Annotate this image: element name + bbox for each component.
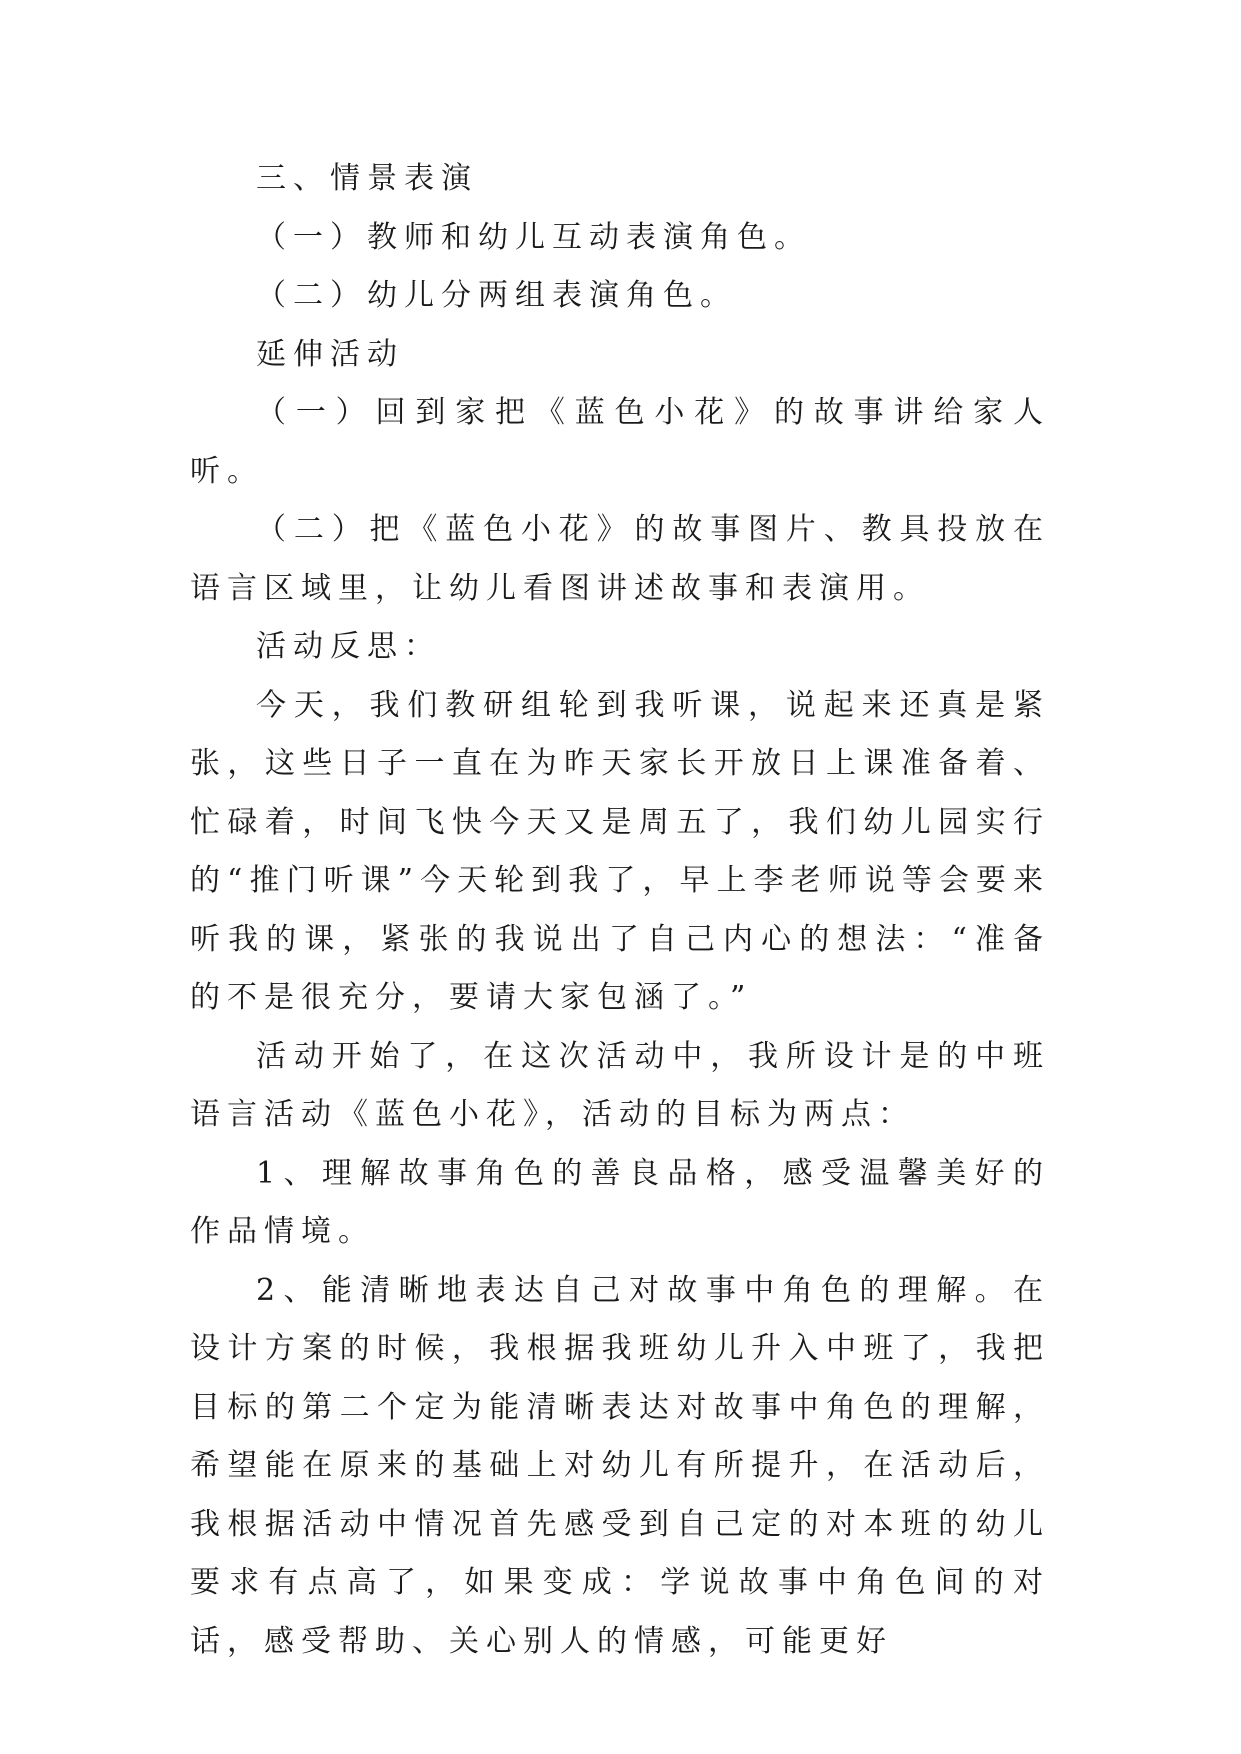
paragraph-extension-activity: 延伸活动 xyxy=(256,336,404,372)
document-page xyxy=(190,150,1050,1671)
paragraph-reflection-intro: 今天，我们教研组轮到我听课，说起来还真是紧张，这些日子一直在为昨天家长开放日上课准备着、忙碌着，时间飞快今天又是周五了，我们幼儿园实行的“推门听课”今天轮到我了，早上李老师说等会要来听我的课，紧张的我说出了自己内心的想法：“准备的不是很充分，要请大家包涵了。” xyxy=(190,687,1050,1015)
paragraph-teacher-child-roleplay: （一）教师和幼儿互动表演角色。 xyxy=(256,219,811,255)
paragraph-group-roleplay: （二）幼儿分两组表演角色。 xyxy=(256,278,737,313)
paragraph-goal-two: 2、能清晰地表达自己对故事中角色的理解。在设计方案的时候，我根据我班幼儿升入中班了，我把目标的第二个定为能清晰表达对故事中角色的理解，希望能在原来的基础上对幼儿有所提升，在活动后，我根据活动中情况首先感受到自己定的对本班的幼儿要求有点高了，如果变成：学说故事中角色间的对话，感受帮助、关心别人的情感，可能更好 xyxy=(190,1272,1050,1659)
paragraph-situational-performance: 三、情景表演 xyxy=(256,161,478,196)
paragraph-language-area: （二）把《蓝色小花》的故事图片、教具投放在语言区域里，让幼儿看图讲述故事和表演用。 xyxy=(190,512,1050,606)
paragraph-tell-family: （一）回到家把《蓝色小花》的故事讲给家人听。 xyxy=(190,395,1050,489)
paragraph-reflection-heading: 活动反思： xyxy=(256,629,441,664)
paragraph-goal-one: 1、理解故事角色的善良品格，感受温馨美好的作品情境。 xyxy=(190,1155,1050,1249)
paragraph-activity-start: 活动开始了，在这次活动中，我所设计是的中班语言活动《蓝色小花》，活动的目标为两点： xyxy=(190,1038,1050,1132)
